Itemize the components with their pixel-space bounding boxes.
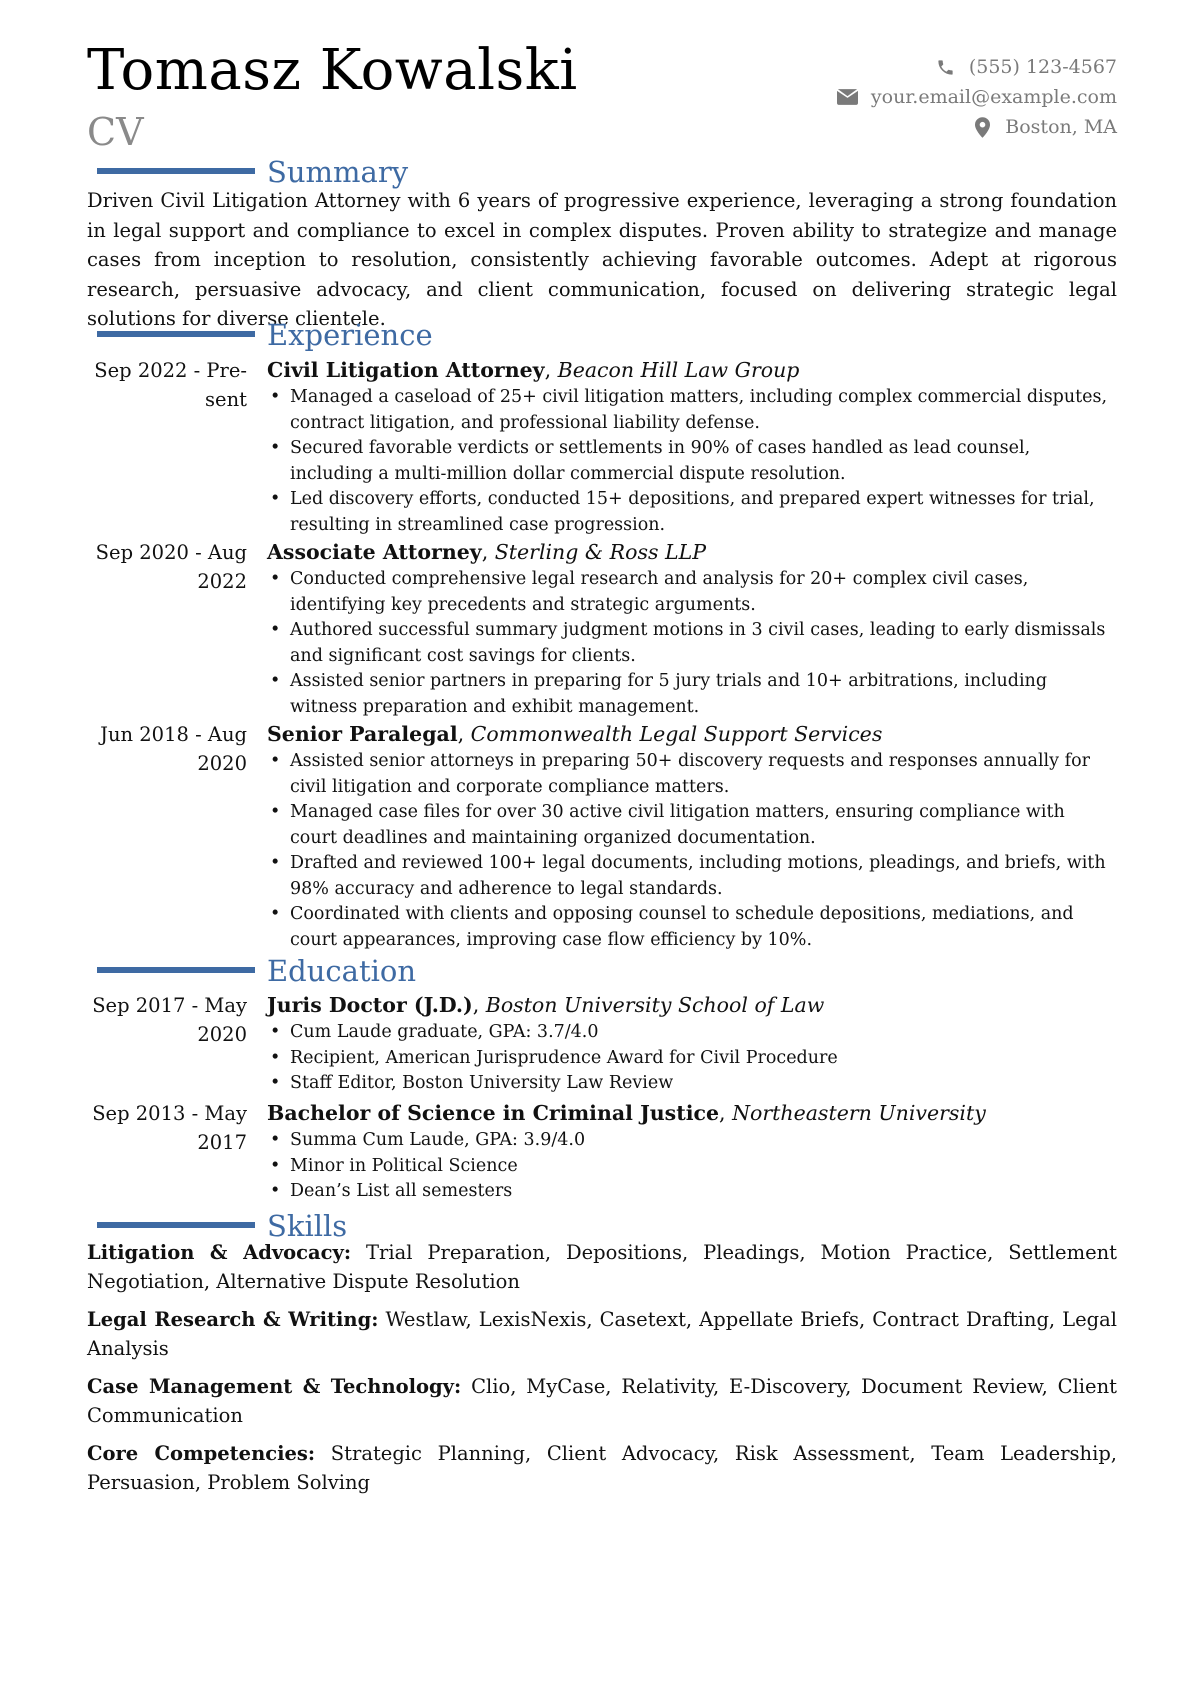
entry-date-end: 2017 xyxy=(197,1131,247,1154)
entry-date-end: 2020 xyxy=(197,752,247,775)
skill-category: Legal Research & Writing: xyxy=(87,1308,379,1331)
entry-degree: Juris Doctor (J.D.) xyxy=(267,993,473,1017)
entry-date-start: Sep 2022 - Pre- xyxy=(94,359,247,382)
bullet-item: • Minor in Political Science xyxy=(267,1154,1117,1180)
entry-date xyxy=(87,991,247,1049)
entry-date-start: Sep 2013 - May xyxy=(92,1102,247,1125)
entry-date-start: Sep 2017 - May xyxy=(92,994,247,1017)
skill-group xyxy=(87,1440,1117,1497)
section-title: Summary xyxy=(267,155,409,189)
skill-category: Litigation & Advocacy: xyxy=(87,1241,352,1264)
contact-phone xyxy=(837,52,1117,82)
bullet-item: • Authored successful summary judgment motions in 3 civil cases, leading to early dismissals and significant cost savings for clients. xyxy=(267,618,1117,669)
entry-heading: Senior Paralegal, Commonwealth Legal Support Services xyxy=(267,722,883,746)
bullet-item: • Secured favorable verdicts or settlements in 90% of cases handled as lead counsel, including a multi-million dollar commercial dispute resolution. xyxy=(267,436,1117,487)
entry-date-end: sent xyxy=(205,388,247,411)
entry-org: Sterling & Ross LLP xyxy=(494,540,707,564)
entry-bullets xyxy=(267,749,1117,953)
entry-date-end: 2022 xyxy=(197,570,247,593)
phone-icon xyxy=(935,56,957,78)
entry-heading: Juris Doctor (J.D.), Boston University School of Law xyxy=(267,993,825,1017)
entry-org: Commonwealth Legal Support Services xyxy=(470,722,883,746)
entry-body xyxy=(267,356,1117,538)
entry-date xyxy=(87,356,247,414)
bullet-item: • Managed case files for over 30 active civil litigation matters, ensuring compliance with court deadlines and maintaining organized documentation. xyxy=(267,800,1117,851)
entry-body xyxy=(267,720,1117,953)
section-rule xyxy=(97,331,255,337)
entry-org: Beacon Hill Law Group xyxy=(557,358,800,382)
bullet-item: • Summa Cum Laude, GPA: 3.9/4.0 xyxy=(267,1128,1117,1154)
section-title: Education xyxy=(267,954,417,988)
entry-bullets xyxy=(267,1128,1117,1205)
entry-date-start: Sep 2020 - Aug xyxy=(95,541,247,564)
entry-body xyxy=(267,538,1117,720)
entry-heading: Bachelor of Science in Criminal Justice, Northeastern University xyxy=(267,1101,986,1125)
entry-body xyxy=(267,1099,1117,1205)
entry-role: Associate Attorney xyxy=(267,540,482,564)
bullet-item: • Conducted comprehensive legal research and analysis for 20+ complex civil cases, identifying key precedents and strategic arguments. xyxy=(267,567,1117,618)
phone-text[interactable]: (555) 123-4567 xyxy=(968,56,1117,78)
section-experience-heading xyxy=(87,317,1117,353)
location-text: Boston, MA xyxy=(1005,116,1117,138)
entry-degree: Bachelor of Science in Criminal Justice xyxy=(267,1101,720,1125)
document-subtitle: CV xyxy=(87,110,144,154)
entry-heading: Civil Litigation Attorney, Beacon Hill Law Group xyxy=(267,358,800,382)
skill-items: Westlaw, LexisNexis, Casetext, Appellate Briefs, Contract Drafting, Legal Analysis xyxy=(87,1308,1118,1360)
summary-text: Driven Civil Litigation Attorney with 6 years of progressive experience, leveraging a strong foundation in legal support and compliance to excel in complex disputes. Proven ability to strategize and manage cases from inception to resolution, consistently achieving favorable outcomes. Adept at rigorous research, persuasive advocacy, and client communication, focused on delivering strategic legal solutions for diverse clientele. xyxy=(87,189,1117,330)
bullet-item: • Managed a caseload of 25+ civil litigation matters, including complex commercial disputes, contract litigation, and professional liability defense. xyxy=(267,385,1117,436)
skill-category: Core Competencies: xyxy=(87,1442,316,1465)
entry-date xyxy=(87,1099,247,1157)
skill-items: Clio, MyCase, Relativity, E-Discovery, Document Review, Client Communication xyxy=(87,1375,1117,1427)
entry-role: Senior Paralegal xyxy=(267,722,458,746)
bullet-item: • Cum Laude graduate, GPA: 3.7/4.0 xyxy=(267,1020,1117,1046)
skill-category: Case Management & Technology: xyxy=(87,1375,462,1398)
bullet-item: • Assisted senior attorneys in preparing 50+ discovery requests and responses annually for civil litigation and corporate compliance matters. xyxy=(267,749,1117,800)
entry-bullets xyxy=(267,1020,1117,1097)
bullet-item: • Assisted senior partners in preparing for 5 jury trials and 10+ arbitrations, including witness preparation and exhibit management. xyxy=(267,669,1117,720)
skill-group xyxy=(87,1306,1117,1363)
section-education-heading xyxy=(87,953,1117,989)
email-text[interactable]: your.email@example.com xyxy=(870,86,1117,108)
entry-school: Boston University School of Law xyxy=(485,993,825,1017)
skills-list xyxy=(87,1239,1117,1507)
contact-email xyxy=(837,82,1117,112)
bullet-item: • Led discovery efforts, conducted 15+ depositions, and prepared expert witnesses for trial, resulting in streamlined case progression. xyxy=(267,487,1117,538)
skill-group xyxy=(87,1239,1117,1296)
bullet-item: • Drafted and reviewed 100+ legal documents, including motions, pleadings, and briefs, with 98% accuracy and adherence to legal standards. xyxy=(267,851,1117,902)
entry-bullets xyxy=(267,385,1117,538)
section-rule xyxy=(97,168,255,174)
entry-date-start: Jun 2018 - Aug xyxy=(100,723,247,746)
entry-body xyxy=(267,991,1117,1097)
section-rule xyxy=(97,1222,255,1228)
skill-group xyxy=(87,1373,1117,1430)
entry-heading: Associate Attorney, Sterling & Ross LLP xyxy=(267,540,707,564)
cv-page xyxy=(87,0,1117,1683)
entry-bullets xyxy=(267,567,1117,720)
entry-school: Northeastern University xyxy=(732,1101,986,1125)
entry-date xyxy=(87,538,247,596)
skill-items: Strategic Planning, Client Advocacy, Risk Assessment, Team Leadership, Persuasion, Problem Solving xyxy=(87,1442,1118,1494)
bullet-item: • Dean’s List all semesters xyxy=(267,1179,1117,1205)
entry-role: Civil Litigation Attorney xyxy=(267,358,545,382)
section-rule xyxy=(97,967,255,973)
section-summary-heading xyxy=(87,154,1117,190)
entry-date-end: 2020 xyxy=(197,1023,247,1046)
envelope-icon xyxy=(837,86,859,108)
bullet-item: • Coordinated with clients and opposing counsel to schedule depositions, mediations, and court appearances, improving case flow efficiency by 10%. xyxy=(267,902,1117,953)
contact-block xyxy=(837,52,1117,142)
section-title: Skills xyxy=(267,1209,348,1243)
entry-date xyxy=(87,720,247,778)
contact-location xyxy=(837,112,1117,142)
candidate-name: Tomasz Kowalski xyxy=(87,38,578,103)
bullet-item: • Recipient, American Jurisprudence Award for Civil Procedure xyxy=(267,1046,1117,1072)
map-pin-icon xyxy=(971,116,993,138)
bullet-item: • Staff Editor, Boston University Law Review xyxy=(267,1071,1117,1097)
section-title: Experience xyxy=(267,318,433,352)
skill-items: Trial Preparation, Depositions, Pleadings, Motion Practice, Settlement Negotiation, Alternative Dispute Resolution xyxy=(87,1241,1118,1293)
